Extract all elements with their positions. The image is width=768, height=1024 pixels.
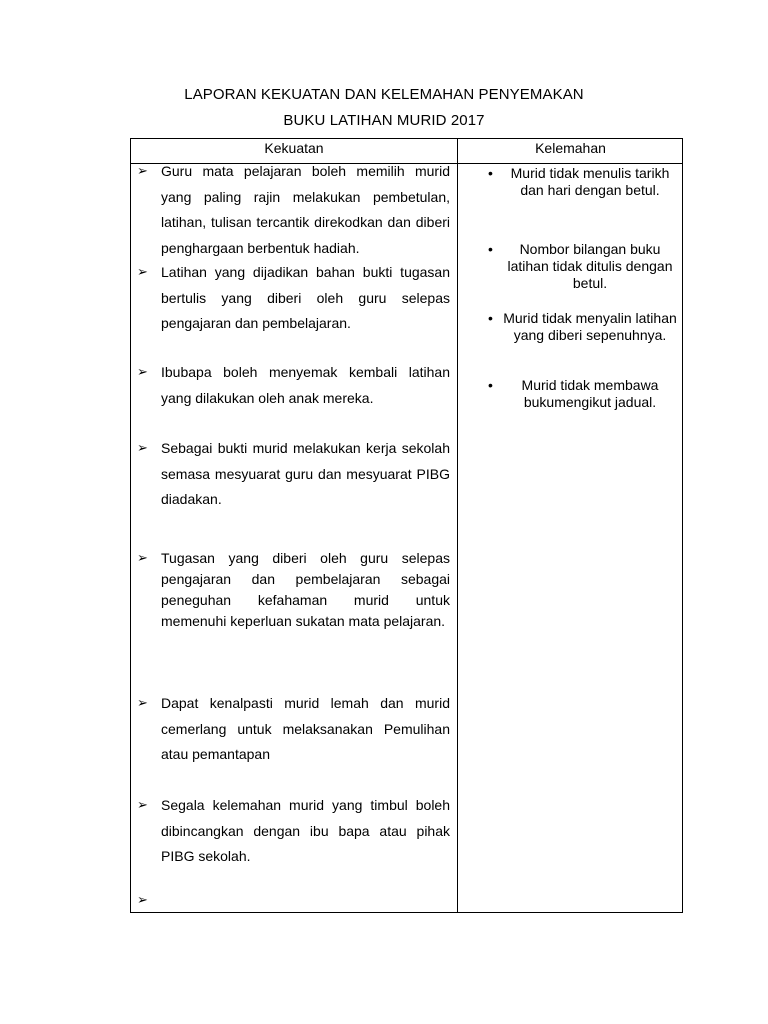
kelemahan-item <box>488 310 678 344</box>
kekuatan-item-text: Tugasan yang diberi oleh guru selepas pengajaran dan pembelajaran sebagai peneguhan kefahaman murid untuk memenuhi keperluan sukatan mata pelajaran. <box>161 550 450 629</box>
bullet-icon: • <box>488 241 493 257</box>
arrow-bullet-icon: ➢ <box>137 265 148 280</box>
document-subtitle: BUKU LATIHAN MURID 2017 <box>283 112 485 129</box>
kekuatan-item-text: Dapat kenalpasti murid lemah dan murid cemerlang untuk melaksanakan Pemulihan atau pemantapan <box>161 695 450 762</box>
document-title: LAPORAN KEKUATAN DAN KELEMAHAN PENYEMAKAN <box>184 86 584 103</box>
kelemahan-item <box>488 241 678 292</box>
kekuatan-item <box>137 548 450 632</box>
arrow-bullet-icon: ➢ <box>137 893 148 908</box>
kekuatan-item <box>137 360 450 411</box>
bullet-icon: • <box>488 165 493 181</box>
arrow-bullet-icon: ➢ <box>137 441 148 456</box>
bullet-icon: • <box>488 377 493 393</box>
kelemahan-item <box>488 165 678 199</box>
kelemahan-item-text: Murid tidak menyalin latihan yang diberi sepenuhnya. <box>503 310 677 343</box>
kekuatan-item-text: Segala kelemahan murid yang timbul boleh dibincangkan dengan ibu bapa atau pihak PIBG sekolah. <box>161 797 450 864</box>
bullet-icon: • <box>488 310 493 326</box>
kelemahan-item <box>488 377 678 411</box>
kekuatan-item <box>137 159 450 261</box>
kekuatan-item <box>137 260 450 337</box>
report-table <box>130 138 683 913</box>
kelemahan-item-text: Nombor bilangan buku latihan tidak ditulis dengan betul. <box>507 241 673 291</box>
kekuatan-item-text: Ibubapa boleh menyemak kembali latihan yang dilakukan oleh anak mereka. <box>161 364 450 406</box>
kekuatan-item <box>137 691 450 768</box>
arrow-bullet-icon: ➢ <box>137 365 148 380</box>
arrow-bullet-icon: ➢ <box>137 696 148 711</box>
kekuatan-item-text: Guru mata pelajaran boleh memilih murid yang paling rajin melakukan pembetulan, latihan, tulisan tercantik direkodkan dan diberi penghargaan berbentuk hadiah. <box>161 163 450 256</box>
column-divider <box>457 139 458 912</box>
header-kekuatan: Kekuatan <box>264 140 324 156</box>
arrow-bullet-icon: ➢ <box>137 798 148 813</box>
arrow-bullet-icon: ➢ <box>137 164 148 179</box>
arrow-bullet-icon: ➢ <box>137 551 148 566</box>
kelemahan-item-text: Murid tidak menulis tarikh dan hari dengan betul. <box>510 165 670 198</box>
kekuatan-item <box>137 436 450 513</box>
kekuatan-item <box>137 793 450 870</box>
kekuatan-item-text: Sebagai bukti murid melakukan kerja sekolah semasa mesyuarat guru dan mesyuarat PIBG diadakan. <box>161 440 450 507</box>
header-kelemahan: Kelemahan <box>535 140 606 156</box>
kelemahan-item-text: Murid tidak membawa bukumengikut jadual. <box>521 377 659 410</box>
kekuatan-item-text: Latihan yang dijadikan bahan bukti tugasan bertulis yang diberi oleh guru selepas pengajaran dan pembelajaran. <box>161 264 450 331</box>
